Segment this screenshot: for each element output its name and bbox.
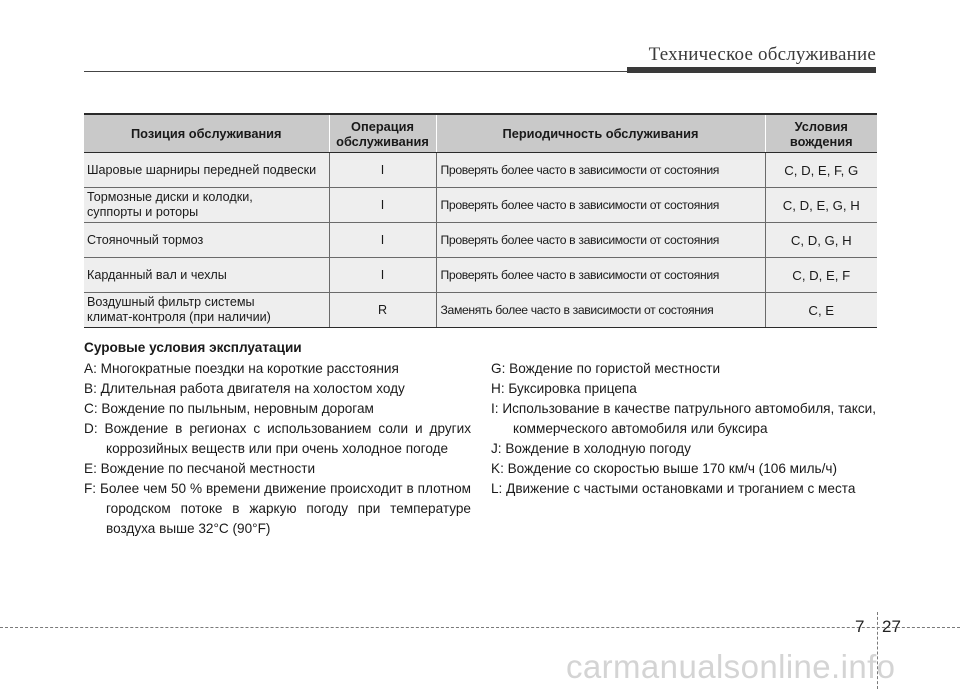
table-row: [84, 293, 877, 328]
cell-item: [84, 153, 329, 188]
cell-operation: I: [329, 153, 436, 188]
item-line2: суппорты и роторы: [87, 205, 199, 219]
condition-item: F: Более чем 50 % времени движение происходит в плотном городском потоке в жаркую погоду при температуре воздуха выше 32°C (90°F): [84, 481, 471, 536]
condition-item: C: Вождение по пыльным, неровным дорогам: [84, 401, 374, 416]
severe-conditions-title: Суровые условия эксплуатации: [84, 340, 302, 355]
cell-periodicity: Заменять более часто в зависимости от состояния: [436, 293, 765, 328]
condition-item: E: Вождение по песчаной местности: [84, 461, 316, 476]
page-number: 27: [882, 617, 901, 636]
condition-item: G: Вождение по гористой местности: [491, 361, 721, 376]
chapter-number: 7: [855, 617, 865, 636]
watermark: carmanualsonline.info: [566, 648, 896, 685]
cell-operation: I: [329, 188, 436, 223]
header-conditions-line1: Условия: [794, 118, 848, 134]
item-line1: Карданный вал и чехлы: [87, 267, 227, 282]
condition-item: H: Буксировка прицепа: [491, 381, 637, 396]
maintenance-table: [84, 113, 877, 328]
item-line1: Воздушный фильтр системы: [87, 295, 255, 309]
cell-periodicity: Проверять более часто в зависимости от состояния: [436, 188, 765, 223]
table-row: [84, 223, 877, 258]
cell-conditions: C, D, E, G, H: [765, 188, 877, 223]
condition-item: A: Многократные поездки на короткие расстояния: [84, 361, 399, 376]
conditions-list-left: [84, 359, 471, 539]
cell-conditions: C, D, E, F: [765, 258, 877, 293]
cell-operation: R: [329, 293, 436, 328]
cell-item: [84, 188, 329, 223]
header-periodicity: Периодичность обслуживания: [436, 114, 765, 153]
item-line1: Шаровые шарниры передней подвески: [87, 162, 317, 177]
header-rule-accent: [627, 67, 876, 73]
cell-operation: I: [329, 258, 436, 293]
header-position: Позиция обслуживания: [84, 114, 329, 153]
cell-item: [84, 223, 329, 258]
cell-periodicity: Проверять более часто в зависимости от состояния: [436, 153, 765, 188]
header-operation-line2: обслуживания: [336, 133, 429, 149]
item-line1: Тормозные диски и колодки,: [87, 190, 253, 204]
cell-conditions: C, D, E, F, G: [765, 153, 877, 188]
footer-divider: [0, 627, 960, 628]
cell-operation: I: [329, 223, 436, 258]
item-line2: климат-контроля (при наличии): [87, 310, 271, 324]
condition-item: L: Движение с частыми остановками и троганием с места: [491, 481, 856, 496]
section-title: Техническое обслуживание: [648, 44, 876, 65]
condition-item: J: Вождение в холодную погоду: [491, 441, 691, 456]
cell-periodicity: Проверять более часто в зависимости от состояния: [436, 223, 765, 258]
cell-item: [84, 293, 329, 328]
cell-conditions: C, E: [765, 293, 877, 328]
header-conditions: [765, 114, 877, 153]
header-operation: [329, 114, 436, 153]
conditions-list-right: [491, 359, 876, 499]
cell-periodicity: Проверять более часто в зависимости от состояния: [436, 258, 765, 293]
cell-item: [84, 258, 329, 293]
condition-item: K: Вождение со скоростью выше 170 км/ч (106 миль/ч): [491, 461, 838, 476]
cell-conditions: C, D, G, H: [765, 223, 877, 258]
condition-item: B: Длительная работа двигателя на холостом ходу: [84, 381, 405, 396]
condition-item: I: Использование в качестве патрульного автомобиля, такси, коммерческого автомобиля или буксира: [491, 401, 876, 436]
header-conditions-line2: вождения: [789, 133, 853, 149]
header-operation-line1: Операция: [351, 118, 414, 134]
condition-item: D: Вождение в регионах с использованием соли и других коррозийных веществ или при очень холодное погоде: [84, 421, 471, 456]
table-row: [84, 153, 877, 188]
table-header-row: [84, 114, 877, 153]
table-row: [84, 258, 877, 293]
item-line1: Стояночный тормоз: [87, 232, 204, 247]
table-row: [84, 188, 877, 223]
header-rule: [84, 71, 628, 72]
